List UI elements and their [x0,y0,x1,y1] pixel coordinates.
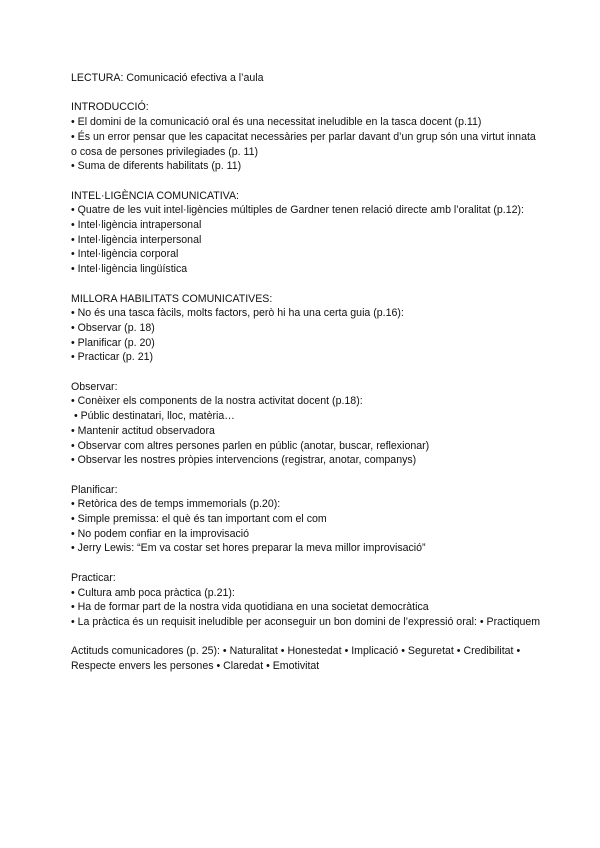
section-attitudes [71,644,541,673]
section-heading: Observar: [71,380,118,393]
document-page [71,71,541,674]
bullet-item: • Observar com altres persones parlen en públic (anotar, buscar, reflexionar) [71,439,430,452]
bullet-item: • És un error pensar que les capacitat necessàries per parlar davant d’un grup són una virtut innata o cosa de persones privilegiades (p. 11) [71,130,536,158]
section-heading: Planificar: [71,483,118,496]
section-plan [71,483,541,557]
document-title: LECTURA: Comunicació efectiva a l’aula [71,72,264,84]
section-practice [71,571,541,630]
bullet-item: • Públic destinatari, lloc, matèria… [71,410,235,423]
bullet-item: • Mantenir actitud observadora [71,424,215,437]
section-heading: Practicar: [71,571,116,584]
bullet-item: • Cultura amb poca pràctica (p.21): [71,586,235,599]
section-heading: INTEL·LIGÈNCIA COMUNICATIVA: [71,189,239,202]
bullet-item: • Intel·ligència interpersonal [71,233,202,246]
bullet-item: • Ha de formar part de la nostra vida quotidiana en una societat democràtica [71,601,429,614]
section-heading: MILLORA HABILITATS COMUNICATIVES: [71,292,273,305]
bullet-item: • Simple premissa: el què és tan important com el com [71,513,327,526]
bullet-item: • Observar (p. 18) [71,321,155,334]
bullet-item: • El domini de la comunicació oral és una necessitat ineludible en la tasca docent (p.11) [71,116,482,129]
section-heading: INTRODUCCIÓ: [71,101,149,114]
bullet-item: • Conèixer els components de la nostra activitat docent (p.18): [71,395,363,408]
bullet-item: • Planificar (p. 20) [71,336,155,349]
attitudes-paragraph: Actituds comunicadores (p. 25): • Naturalitat • Honestedat • Implicació • Seguretat • Credibilitat • Respecte envers les persones • Claredat • Emotivitat [71,645,521,673]
bullet-item: • Quatre de les vuit intel·ligències múltiples de Gardner tenen relació directe amb l’oralitat (p.12): [71,204,524,217]
bullet-item: • Intel·ligència corporal [71,248,179,261]
section-observe [71,380,541,468]
bullet-item: • Retòrica des de temps immemorials (p.20): [71,498,281,511]
section-intelligence [71,189,541,277]
bullet-item: • Suma de diferents habilitats (p. 11) [71,160,242,173]
section-introduction [71,100,541,174]
bullet-item: • Observar les nostres pròpies intervencions (registrar, anotar, companys) [71,454,417,467]
bullet-item: • Practicar (p. 21) [71,351,154,364]
bullet-item: • La pràctica és un requisit ineludible per aconseguir un bon domini de l’expressió oral: • Practiquem [71,615,541,628]
bullet-item: • No és una tasca fàcils, molts factors, però hi ha una certa guia (p.16): [71,307,404,320]
section-improve-skills [71,292,541,366]
bullet-item: • Jerry Lewis: “Em va costar set hores preparar la meva millor improvisació” [71,542,426,555]
bullet-item: • Intel·ligència lingüística [71,263,188,276]
bullet-item: • Intel·ligència intrapersonal [71,219,202,231]
bullet-item: • No podem confiar en la improvisació [71,527,249,540]
